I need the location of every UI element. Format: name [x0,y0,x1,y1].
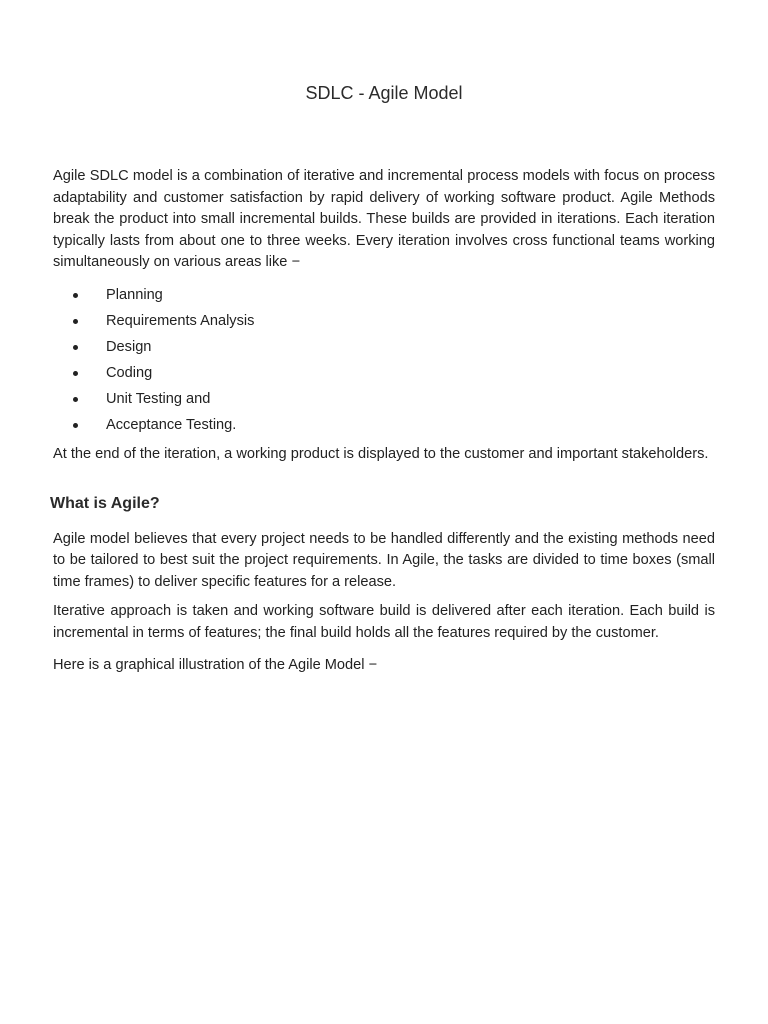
after-list-paragraph: At the end of the iteration, a working product is displayed to the customer and important stakeholders. [53,445,709,462]
list-item [53,360,715,386]
list-item-text: Acceptance Testing. [106,416,237,433]
section-heading: What is Agile? [50,494,160,512]
list-item [53,282,715,308]
intro-paragraph: Agile SDLC model is a combination of iterative and incremental process models with focus on process adaptability and customer satisfaction by rapid delivery of working software product. Agile Methods break the product into small incremental builds. These builds are provided in iterations. Each iteration typically lasts from about one to three weeks. Every iteration involves cross functional teams working simultaneously on various areas like − [53,168,715,271]
list-item-text: Unit Testing and [106,390,211,407]
list-item-text: Planning [106,286,163,303]
list-item-text: Coding [106,364,153,381]
list-item [53,386,715,412]
list-item-text: Requirements Analysis [106,312,255,329]
bullet-icon [73,423,78,428]
bullet-icon [73,293,78,298]
list-item-text: Design [106,338,152,355]
agile-paragraph-3: Here is a graphical illustration of the Agile Model − [53,656,378,673]
bullet-icon [73,397,78,402]
list-item [53,334,715,360]
bullet-icon [73,371,78,376]
document-body [50,166,715,676]
areas-list [53,282,715,438]
list-item [53,412,715,438]
page-title: SDLC - Agile Model [305,83,463,103]
agile-paragraph-1: Agile model believes that every project needs to be handled differently and the existing methods need to be tailored to best suit the project requirements. In Agile, the tasks are divided to time boxes (small time frames) to deliver specific features for a release. [53,530,715,590]
bullet-icon [73,319,78,324]
list-item [53,308,715,334]
agile-paragraph-2: Iterative approach is taken and working software build is delivered after each iteration. Each build is incremental in terms of features; the final build holds all the features required by the customer. [53,603,715,641]
bullet-icon [73,345,78,350]
